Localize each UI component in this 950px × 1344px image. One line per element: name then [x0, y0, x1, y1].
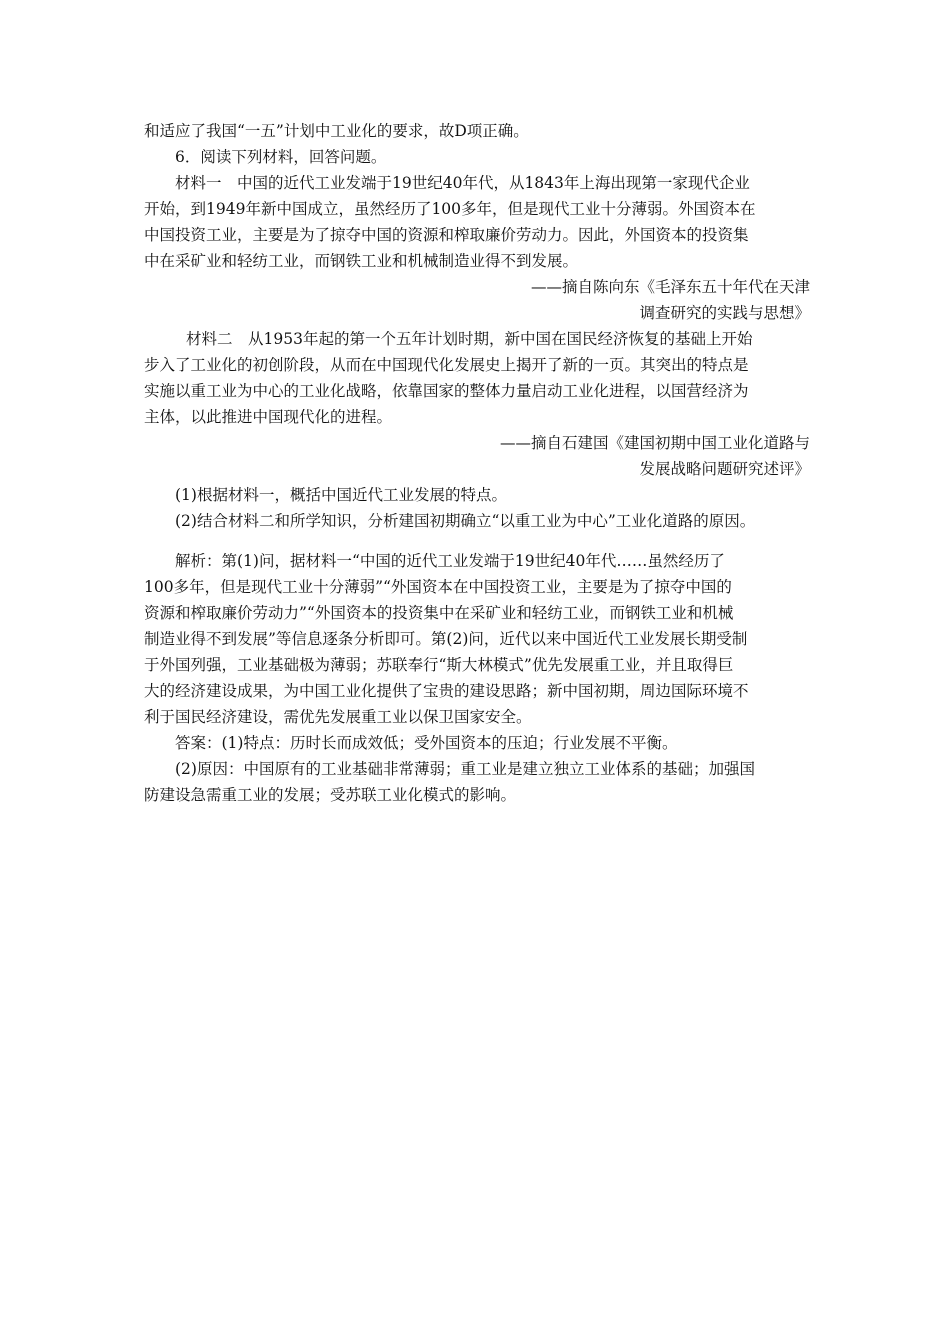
- material-2-source: ——摘自石建国《建国初期中国工业化道路与: [499, 434, 810, 452]
- document-page: [144, 118, 810, 808]
- analysis-line: 大的经济建设成果，为中国工业化提供了宝贵的建设思路；新中国初期，周边国际环境不: [144, 682, 749, 700]
- spacer: [144, 534, 810, 548]
- analysis-line: 于外国列强，工业基础极为薄弱；苏联奉行“斯大林模式”优先发展重工业，并且取得巨: [144, 656, 734, 674]
- sub-question-2: (2)结合材料二和所学知识，分析建国初期确立“以重工业为中心”工业化道路的原因。: [175, 512, 756, 530]
- material-2-source: 发展战略问题研究述评》: [639, 460, 810, 478]
- material-1-source: 调查研究的实践与思想》: [639, 304, 810, 322]
- analysis-line: 解析：第(1)问，据材料一“中国的近代工业发端于19世纪40年代……虽然经历了: [175, 552, 725, 570]
- answer-line: (2)原因：中国原有的工业基础非常薄弱；重工业是建立独立工业体系的基础；加强国: [175, 760, 755, 778]
- sub-question-1: (1)根据材料一，概括中国近代工业发展的特点。: [175, 486, 507, 504]
- analysis: [144, 548, 810, 730]
- material-1-line: 中在采矿业和轻纺工业，而钢铁工业和机械制造业得不到发展。: [144, 252, 579, 270]
- material-1-line: 开始，到1949年新中国成立，虽然经历了100多年，但是现代工业十分薄弱。外国资本在: [144, 200, 756, 218]
- material-2-line: 步入了工业化的初创阶段，从而在中国现代化发展史上揭开了新的一页。其突出的特点是: [144, 356, 749, 374]
- analysis-line: 制造业得不到发展”等信息逐条分析即可。第(2)问，近代以来中国近代工业发展长期受制: [144, 630, 748, 648]
- previous-answer-tail: 和适应了我国“一五”计划中工业化的要求，故D项正确。: [144, 122, 529, 140]
- analysis-line: 100多年，但是现代工业十分薄弱”“外国资本在中国投资工业，主要是为了掠夺中国的: [144, 578, 732, 596]
- material-2-line: 主体，以此推进中国现代化的进程。: [144, 408, 393, 426]
- material-1-line: 中国投资工业，主要是为了掠夺中国的资源和榨取廉价劳动力。因此，外国资本的投资集: [144, 226, 749, 244]
- material-1-source: ——摘自陈向东《毛泽东五十年代在天津: [530, 278, 810, 296]
- answer: [144, 730, 810, 808]
- material-1: [144, 170, 810, 326]
- answer-line: 防建设急需重工业的发展；受苏联工业化模式的影响。: [144, 786, 517, 804]
- analysis-line: 资源和榨取廉价劳动力”“外国资本的投资集中在采矿业和轻纺工业，而钢铁工业和机械: [144, 604, 734, 622]
- material-1-line: 材料一 中国的近代工业发端于19世纪40年代，从1843年上海出现第一家现代企业: [175, 174, 750, 192]
- answer-line: 答案：(1)特点：历时长而成效低；受外国资本的压迫；行业发展不平衡。: [175, 734, 678, 752]
- question-6-prompt: 6．阅读下列材料，回答问题。: [175, 148, 387, 166]
- material-2-line: 实施以重工业为中心的工业化战略，依靠国家的整体力量启动工业化进程，以国营经济为: [144, 382, 749, 400]
- material-2-line: 材料二 从1953年起的第一个五年计划时期，新中国在国民经济恢复的基础上开始: [186, 330, 753, 348]
- analysis-line: 利于国民经济建设，需优先发展重工业以保卫国家安全。: [144, 708, 532, 726]
- material-2: [144, 326, 810, 482]
